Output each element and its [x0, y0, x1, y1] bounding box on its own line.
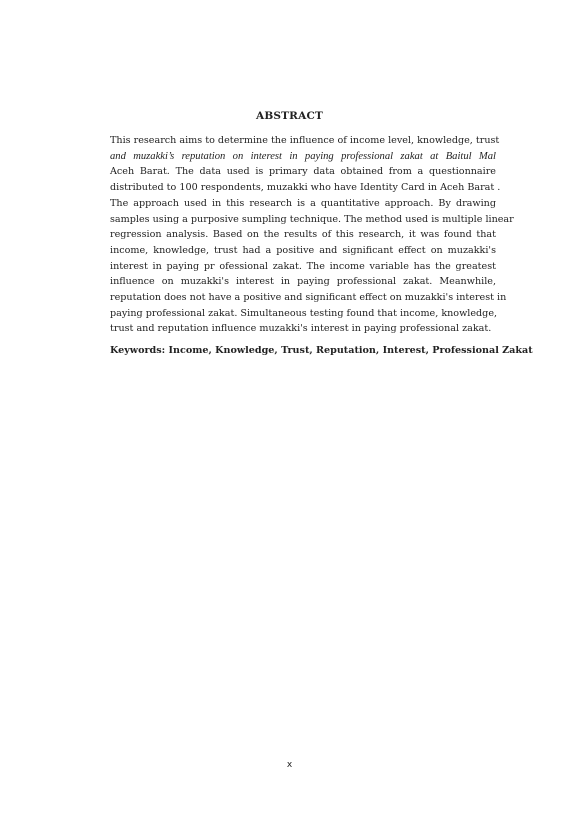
abstract-body [110, 133, 514, 337]
abstract-line: Aceh Barat. The data used is primary data obtained from a questionnaire [110, 166, 496, 178]
keywords: Keywords: Income, Knowledge, Trust, Reputation, Interest, Professional Zakat [110, 345, 533, 356]
abstract-title: ABSTRACT [255, 110, 324, 122]
abstract-line: interest in paying pr ofessional zakat. The income variable has the greatest [110, 260, 496, 272]
abstract-line: trust and reputation influence muzakki's interest in paying professional zakat. [110, 323, 492, 335]
abstract-line: regression analysis. Based on the results of this research, it was found that [110, 229, 496, 241]
abstract-line: distributed to 100 respondents, muzakki who have Identity Card in Aceh Barat . [110, 182, 501, 194]
abstract-line: paying professional zakat. Simultaneous testing found that income, knowledge, [110, 307, 498, 319]
abstract-line: income, knowledge, trust had a positive and significant effect on muzakki's [110, 244, 496, 256]
page-number: x [286, 760, 293, 770]
abstract-line: This research aims to determine the influence of income level, knowledge, trust [110, 135, 500, 146]
abstract-line-italic: and muzakki’s reputation on interest in paying professional zakat at Baitul Mal [110, 150, 496, 162]
abstract-line: reputation does not have a positive and significant effect on muzakki's interest in [110, 292, 507, 304]
abstract-line: The approach used in this research is a quantitative approach. By drawing [110, 197, 496, 209]
abstract-line: influence on muzakki's interest in paying professional zakat. Meanwhile, [110, 276, 496, 288]
abstract-line: samples using a purposive sumpling technique. The method used is multiple linear [110, 213, 514, 225]
